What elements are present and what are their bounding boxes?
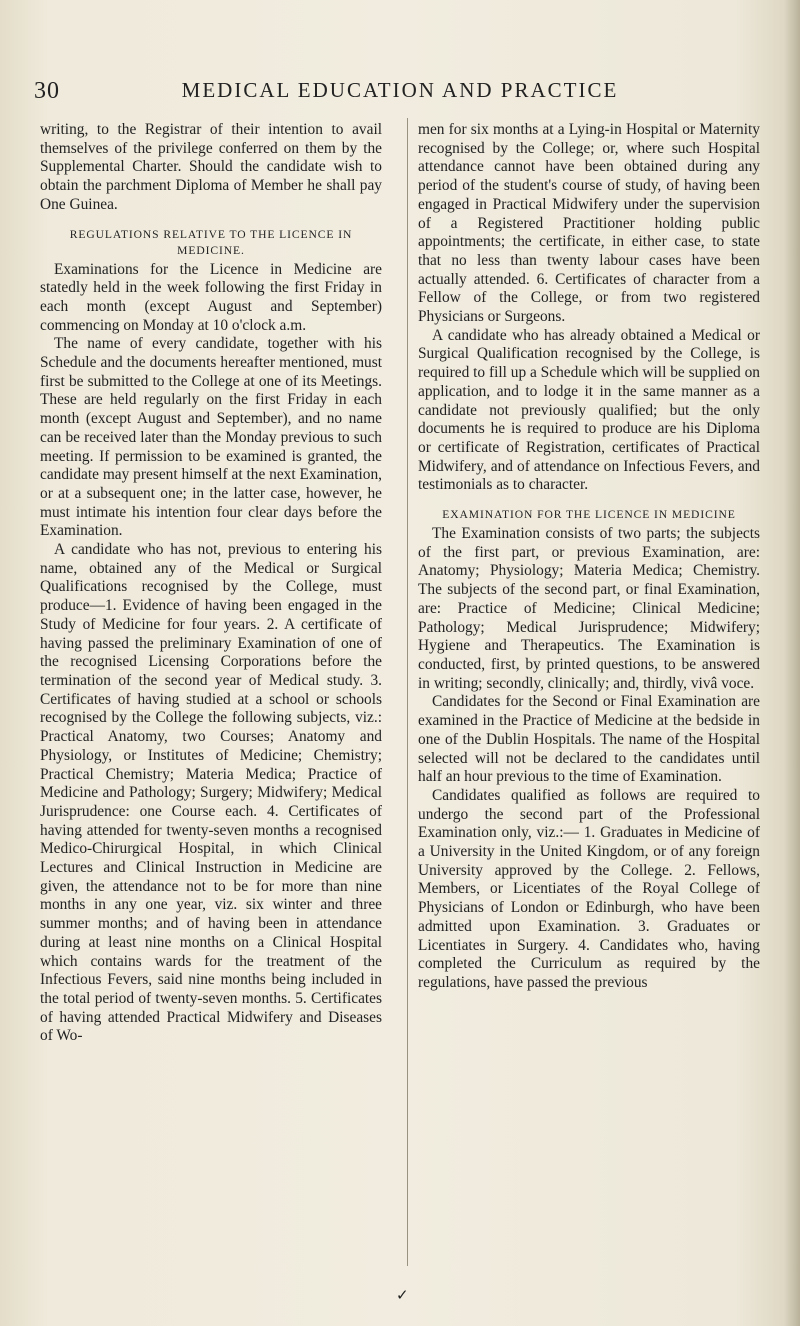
page-header: [0, 78, 800, 112]
section-heading: EXAMINATION FOR THE LICENCE IN MEDICINE: [442, 508, 736, 522]
paragraph: Examinations for the Licence in Medicine are statedly held in the week following the first Friday in each month (except August and September) commencing on Monday at 10 o'clock a.m.: [40, 260, 382, 334]
paragraph: Candidates for the Second or Final Examination are examined in the Practice of Medicine at the bedside in one of the Dublin Hospitals. The name of the Hospital selected will not be declared to the candidates until half an hour previous to the time of Examination.: [418, 693, 760, 786]
paragraph: A candidate who has not, previous to entering his name, obtained any of the Medical or Surgical Qualifications recognised by the College, must produce—1. Evidence of having been engaged in the Study of Medicine for four years. 2. A certificate of having passed the preliminary Examination of one of the recognised Licensing Corporations before the termination of the second year of Medical study. 3. Certificates of having studied at a school or schools recognised by the College the following subjects, viz.: Practical Anatomy, two Courses; Anatomy and Physiology, or Institutes of Medicine; Chemistry; Practical Chemistry; Materia Medica; Practice of Medicine and Pathology; Surgery; Midwifery; Medical Jurisprudence: one Course each. 4. Certificates of having attended for twenty-seven months a recognised Medico-Chirurgical Hospital, in which Clinical Lectures and Clinical Instruction in Medicine are given, the attendance not to be for more than nine months in any one year, viz. six winter and three summer months; and of having been in attendance during at least nine months on a Clinical Hospital which contains wards for the treatment of the Infectious Fevers, said nine months being included in the total period of twenty-seven months. 5. Certificates of having attended Practical Midwifery and Diseases of Wo-: [40, 541, 382, 1045]
paragraph: The name of every candidate, together with his Schedule and the documents hereafter mentioned, must first be submitted to the College at one of its Meetings. These are held regularly on the first Friday in each month (except August and September), and no name can be received later than the Monday previous to such meeting. If permission to be examined is granted, the candidate may present himself at the next Examination, or at a subsequent one; in the latter case, however, he must intimate his intention four clear days before the Examination.: [40, 335, 382, 540]
page-edge-shadow: [784, 0, 800, 1326]
paragraph: The Examination consists of two parts; the subjects of the first part, or previous Examination, are: Anatomy; Physiology; Materia Medica; Chemistry. The subjects of the second part, or final Examination, are: Practice of Medicine; Clinical Medicine; Pathology; Medical Jurisprudence; Midwifery; Hygiene and Therapeutics. The Examination is conducted, first, by printed questions, to be answered in writing; secondly, clinically; and, thirdly, vivâ voce.: [418, 525, 760, 692]
right-column: [418, 121, 760, 993]
paragraph: writing, to the Registrar of their intention to avail themselves of the privilege conferred on them by the Supplemental Charter. Should the candidate wish to obtain the parchment Diploma of Member he shall pay One Guinea.: [40, 121, 382, 213]
column-divider: [407, 118, 408, 1266]
paragraph: men for six months at a Lying-in Hospital or Maternity recognised by the College; or, where such Hospital attendance cannot have been obtained during any period of the student's course of study, of having been engaged in Practical Midwifery under the supervision of a Registered Practitioner holding public appointments; the certificate, in either case, to state that no less than twenty labour cases have been actually attended. 6. Certificates of character from a Fellow of the College, or from two registered Physicians or Surgeons.: [418, 121, 760, 326]
signature-mark: ✓: [396, 1288, 409, 1304]
paragraph: A candidate who has already obtained a Medical or Surgical Qualification recognised by the College, is required to fill up a Schedule which will be supplied on application, and to lodge it in the same manner as a candidate not previously qualified; but the only documents he is required to produce are his Diploma or certificate of Registration, certificates of Practical Midwifery, and of attendance on Infectious Fevers, and testimonials as to character.: [418, 326, 760, 494]
section-heading: REGULATIONS RELATIVE TO THE LICENCE IN MEDICINE.: [69, 227, 353, 257]
left-column: [40, 121, 382, 1046]
running-head: MEDICAL EDUCATION AND PRACTICE: [181, 78, 619, 102]
page-number: 30: [34, 78, 60, 104]
paragraph: Candidates qualified as follows are required to undergo the second part of the Professional Examination only, viz.:— 1. Graduates in Medicine of a University in the United Kingdom, or of any foreign University approved by the College. 2. Fellows, Members, or Licentiates of the Royal College of Physicians of London or Edinburgh, who have been admitted upon Examination. 3. Graduates or Licentiates in Surgery. 4. Candidates who, having completed the Curriculum as required by the regulations, have passed the previous: [418, 786, 760, 991]
